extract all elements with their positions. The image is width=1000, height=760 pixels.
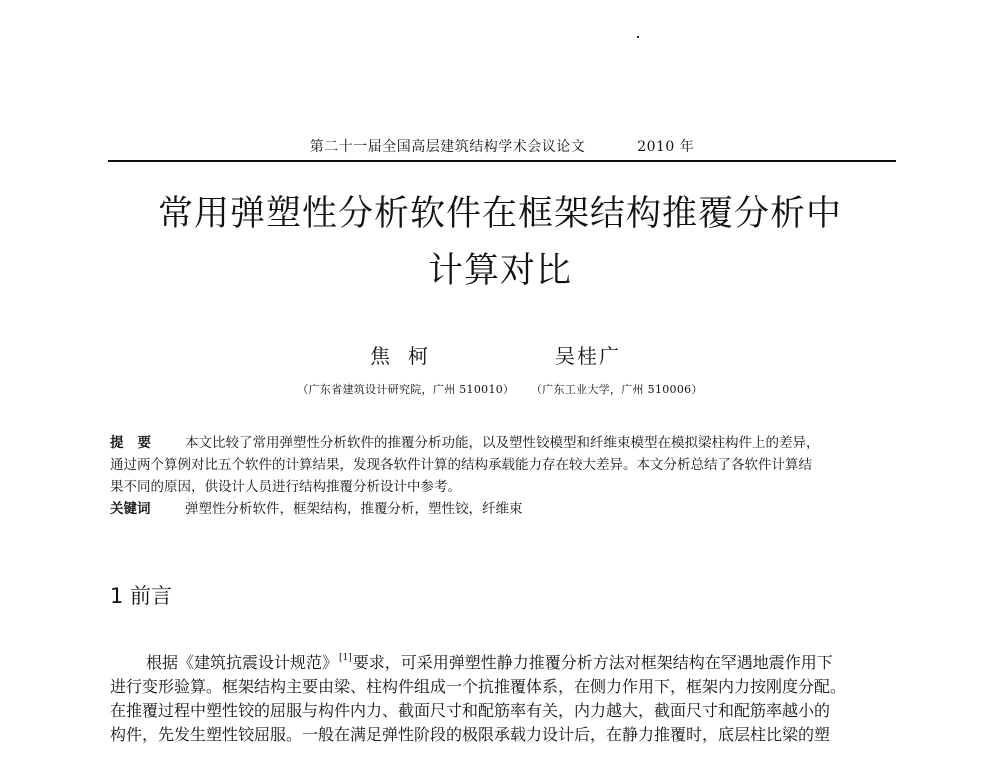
conference-year: 2010 年 xyxy=(637,139,695,155)
scan-speck xyxy=(637,36,639,38)
author-1: 焦柯 xyxy=(370,344,446,368)
body-line-3: 在推覆过程中塑性铰的屈服与构件内力、截面尺寸和配筋率有关，内力越大，截面尺寸和配筋率越小的 xyxy=(110,701,831,720)
keywords-line xyxy=(110,498,896,520)
abstract xyxy=(110,432,896,520)
abstract-text-3: 果不同的原因，供设计人员进行结构推覆分析设计中参考。 xyxy=(110,479,461,495)
paper-title-line-1: 常用弹塑性分析软件在框架结构推覆分析中 xyxy=(157,194,842,234)
reference-marker: [1] xyxy=(339,653,352,663)
affiliation-2: （广东工业大学，广州 510006） xyxy=(536,383,703,396)
body-line-1-post: 要求，可采用弹塑性静力推覆分析方法对框架结构在罕遇地震作用下 xyxy=(352,653,833,672)
abstract-text-1: 本文比较了常用弹塑性分析软件的推覆分析功能，以及塑性铰模型和纤维束模型在模拟梁柱构件上的差异， xyxy=(185,435,820,451)
abstract-line xyxy=(110,432,896,454)
authors xyxy=(0,340,1000,370)
body-line-4: 构件，先发生塑性铰屈服。一般在满足弹性阶段的极限承载力设计后，在静力推覆时，底层柱比梁的塑 xyxy=(110,725,831,744)
affiliations xyxy=(0,381,1000,397)
section-heading: 1 前言 xyxy=(110,584,173,608)
author-2: 吴桂广 xyxy=(555,344,621,368)
affiliation-1: （广东省建筑设计研究院，广州 510010） xyxy=(297,383,515,396)
body-line-2: 进行变形验算。框架结构主要由梁、柱构件组成一个抗推覆体系，在侧力作用下，框架内力按刚度分配。 xyxy=(110,677,847,696)
paper-title-line-2: 计算对比 xyxy=(427,251,572,291)
body-line-1 xyxy=(110,646,900,675)
keywords-label: 关键词 xyxy=(110,501,151,517)
conference-header xyxy=(108,138,896,156)
conference-name: 第二十一届全国高层建筑结构学术会议论文 xyxy=(309,139,586,155)
header-rule xyxy=(108,160,896,162)
abstract-label: 提要 xyxy=(110,435,165,451)
keywords-text: 弹塑性分析软件，框架结构，推覆分析，塑性铰，纤维束 xyxy=(185,501,523,517)
abstract-text-2: 通过两个算例对比五个软件的计算结果，发现各软件计算的结构承载能力存在较大差异。本文分析总结了各软件计算结 xyxy=(110,457,812,473)
body-line-1-pre: 根据《建筑抗震设计规范》 xyxy=(146,653,339,672)
body-text xyxy=(110,646,900,747)
